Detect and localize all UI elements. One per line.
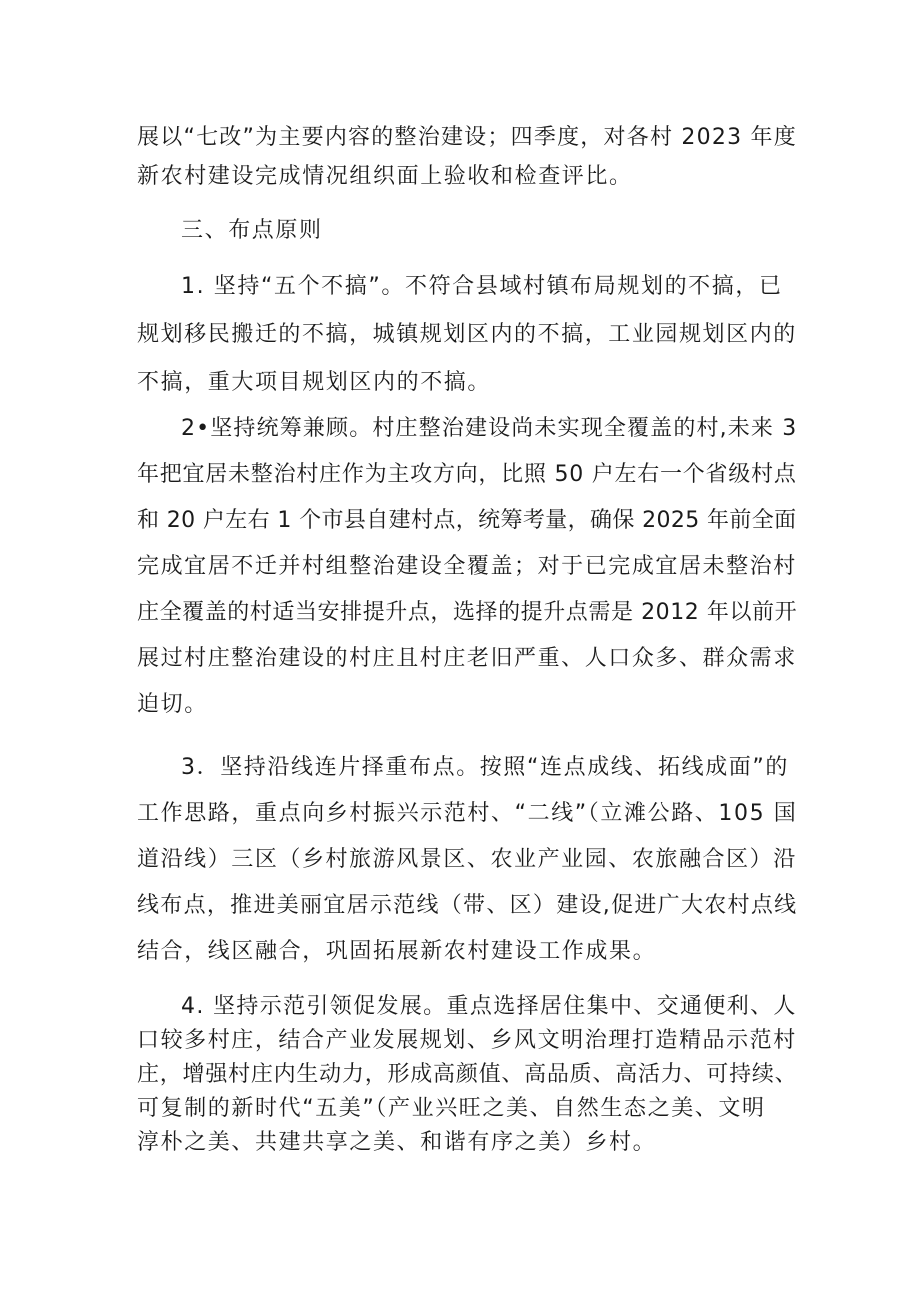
section-heading	[181, 214, 841, 248]
text-line: 新农村建设完成情况组织面上验收和检查评比。	[137, 164, 633, 189]
text-line: 3．坚持沿线连片择重布点。按照“连点成线、拓线成面”的	[181, 755, 789, 780]
text-line: 和 20 户左右 1 个市县自建村点，统筹考量，确保 2025 年前全面	[137, 508, 797, 533]
text-line: 工作思路，重点向乡村振兴示范村、“二线”（立滩公路、105 国	[137, 801, 798, 826]
paragraph-principle-4	[137, 990, 797, 1160]
text-line: 2•坚持统筹兼顾。村庄整治建设尚未实现全覆盖的村,未来 3	[181, 416, 798, 441]
section-heading-text: 三、布点原则	[181, 218, 323, 243]
text-line: 展以“七改”为主要内容的整治建设；四季度，对各村 2023 年度	[137, 125, 797, 150]
paragraph-principle-2	[137, 406, 797, 728]
text-line: 展过村庄整治建设的村庄且村庄老旧严重、人口众多、群众需求	[137, 646, 797, 671]
text-line: 结合，线区融合，巩固拓展新农村建设工作成果。	[137, 939, 657, 964]
text-line: 完成宜居不迁并村组整治建设全覆盖；对于已完成宜居未整治村	[137, 554, 797, 579]
text-line: 线布点，推进美丽宜居示范线（带、区）建设,促进广大农村点线	[137, 893, 798, 918]
text-line: 可复制的新时代“五美”（产业兴旺之美、自然生态之美、文明	[137, 1096, 766, 1121]
text-line: 庄全覆盖的村适当安排提升点，选择的提升点需是 2012 年以前开	[137, 600, 798, 625]
text-line: 1. 坚持“五个不搞”。不符合县域村镇布局规划的不搞，已	[181, 274, 783, 299]
text-line: 庄，增强村庄内生动力，形成高颜值、高品质、高活力、可持续、	[137, 1062, 798, 1087]
text-line: 道沿线）三区（乡村旅游风景区、农业产业园、农旅融合区）沿	[137, 847, 797, 872]
text-line: 不搞，重大项目规划区内的不搞。	[137, 370, 492, 395]
paragraph-principle-3	[137, 745, 797, 975]
text-line: 4. 坚持示范引领促发展。重点选择居住集中、交通便利、人	[181, 994, 797, 1019]
text-line: 迫切。	[137, 692, 208, 717]
text-line: 口较多村庄，结合产业发展规划、乡风文明治理打造精品示范村	[137, 1028, 797, 1053]
paragraph-principle-1	[137, 263, 797, 407]
paragraph-continuation	[137, 118, 797, 196]
text-line: 规划移民搬迁的不搞，城镇规划区内的不搞，工业园规划区内的	[137, 322, 797, 347]
text-line: 年把宜居未整治村庄作为主攻方向，比照 50 户左右一个省级村点	[137, 462, 797, 487]
text-line: 淳朴之美、共建共享之美、和谐有序之美）乡村。	[137, 1130, 657, 1155]
